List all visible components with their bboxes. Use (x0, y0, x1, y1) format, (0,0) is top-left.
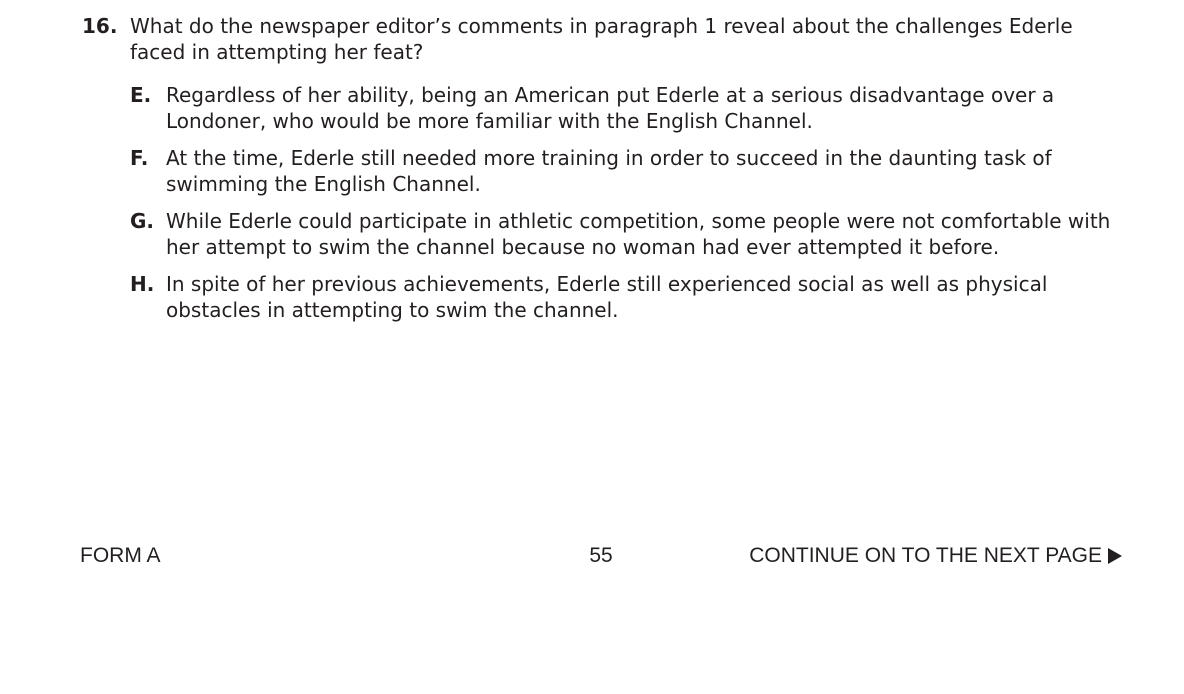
answer-choices (130, 82, 1122, 323)
continue-next-page (749, 543, 1122, 569)
choice-text: At the time, Ederle still needed more training in order to succeed in the daunting task of swimming the English Channel. (166, 146, 1052, 196)
question-stem (82, 13, 1122, 65)
right-triangle-icon (1108, 548, 1122, 564)
form-label: FORM A (80, 544, 161, 567)
choice-text: In spite of her previous achievements, Ederle still experienced social as well as physical obstacles in attempting to swim the channel. (166, 272, 1048, 322)
page-footer (80, 543, 1122, 569)
question-text: What do the newspaper editor’s comments in paragraph 1 reveal about the challenges Ederle faced in attempting her feat? (130, 14, 1073, 64)
choice-text: Regardless of her ability, being an American put Ederle at a serious disadvantage over a Londoner, who would be more familiar with the English Channel. (166, 83, 1055, 133)
choice-f[interactable] (130, 145, 1122, 197)
choice-letter: F. (130, 146, 149, 170)
choice-e[interactable] (130, 82, 1122, 134)
question-16 (82, 13, 1122, 334)
question-number: 16. (82, 14, 118, 38)
choice-letter: G. (130, 209, 155, 233)
choice-letter: H. (130, 272, 155, 296)
continue-text: CONTINUE ON TO THE NEXT PAGE (749, 544, 1102, 567)
choice-h[interactable] (130, 271, 1122, 323)
page-number: 55 (589, 544, 613, 567)
choice-letter: E. (130, 83, 152, 107)
choice-text: While Ederle could participate in athletic competition, some people were not comfortable with her attempt to swim the channel because no woman had ever attempted it before. (166, 209, 1111, 259)
choice-g[interactable] (130, 208, 1122, 260)
